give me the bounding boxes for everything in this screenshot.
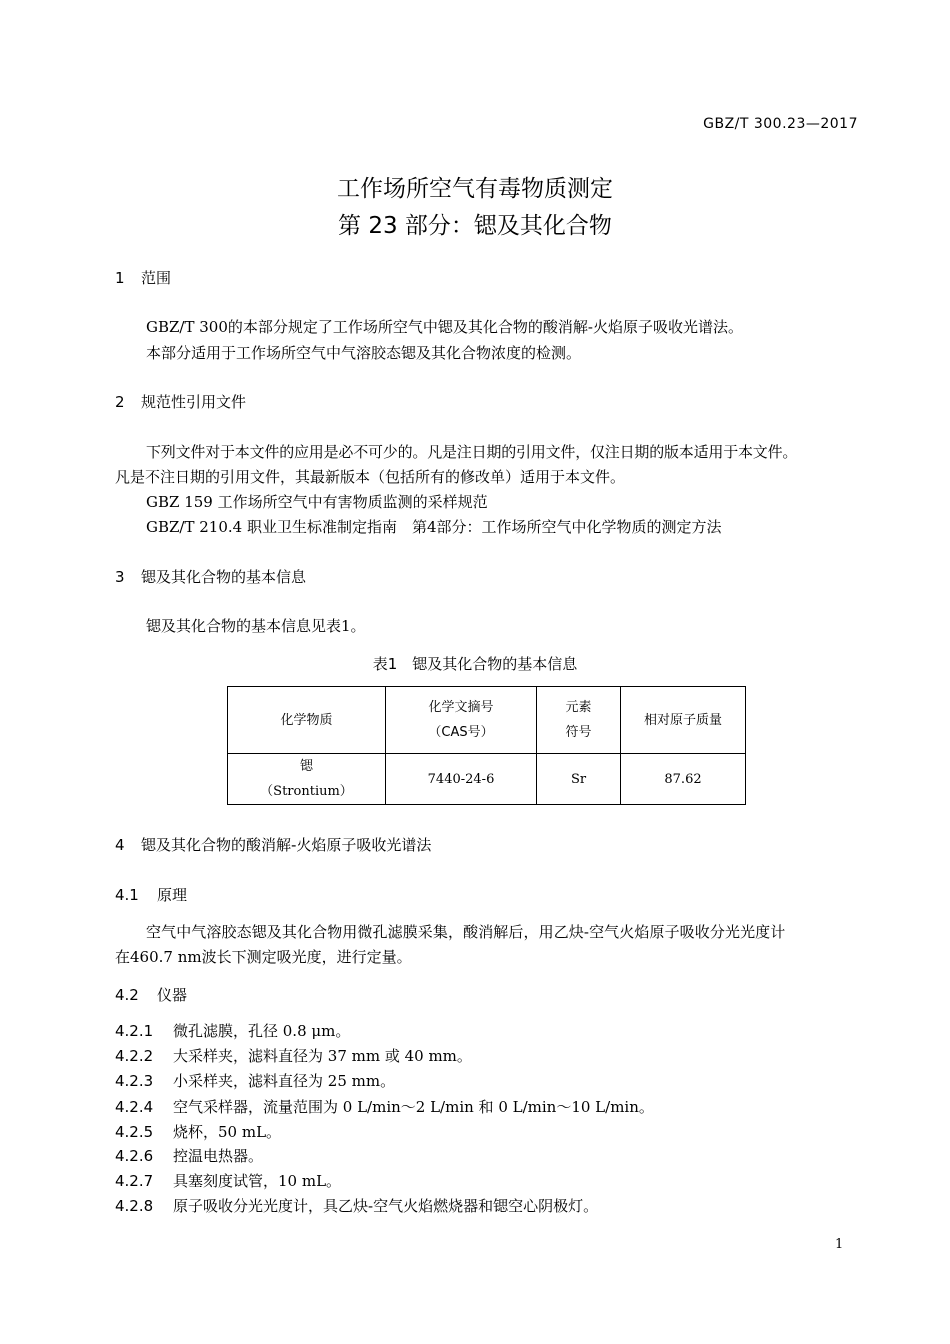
- list-item: 4.2.6 控温电热器。: [115, 1147, 264, 1165]
- list-item: 4.2.2 大采样夹，滤料直径为 37 mm 或 40 mm。: [115, 1047, 472, 1065]
- table-row: [228, 754, 746, 805]
- header-element-symbol: 元素 符号: [537, 687, 621, 754]
- section-3-heading: 3 锶及其化合物的基本信息: [115, 568, 307, 586]
- section-4-heading: 4 锶及其化合物的酸消解-火焰原子吸收光谱法: [115, 836, 432, 854]
- section-4-2-heading: 4.2 仪器: [115, 986, 188, 1004]
- list-item: 4.2.4 空气采样器，流量范围为 0 L/min～2 L/min 和 0 L/min～10 L/min。: [115, 1098, 654, 1116]
- header-cas-number: 化学文摘号 （CAS号）: [386, 687, 537, 754]
- cell-relative-atomic-mass: 87.62: [621, 754, 746, 805]
- normative-reference-2: GBZ/T 210.4 职业卫生标准制定指南 第4部分：工作场所空气中化学物质的测定方法: [146, 518, 722, 536]
- section-1-heading: 1 范围: [115, 269, 172, 287]
- cell-cas-number: 7440-24-6: [386, 754, 537, 805]
- section-2-heading: 2 规范性引用文件: [115, 393, 247, 411]
- header-substance: 化学物质: [228, 687, 386, 754]
- table-header-row: [228, 687, 746, 754]
- section-3-paragraph: 锶及其化合物的基本信息见表1。: [146, 617, 366, 635]
- section-2-paragraph-line-2: 凡是不注日期的引用文件，其最新版本（包括所有的修改单）适用于本文件。: [115, 468, 626, 486]
- cell-substance: 锶 （Strontium）: [228, 754, 386, 805]
- section-1-paragraph-1: GBZ/T 300的本部分规定了工作场所空气中锶及其化合物的酸消解-火焰原子吸收光谱法。: [146, 318, 743, 336]
- table-caption: 表1 锶及其化合物的基本信息: [372, 655, 578, 673]
- document-title: 工作场所空气有毒物质测定: [337, 176, 613, 202]
- section-4-1-heading: 4.1 原理: [115, 886, 188, 904]
- list-item: 4.2.3 小采样夹，滤料直径为 25 mm。: [115, 1072, 396, 1090]
- list-item: 4.2.7 具塞刻度试管，10 mL。: [115, 1172, 342, 1190]
- principle-paragraph-line-2: 在460.7 nm波长下测定吸光度，进行定量。: [115, 948, 412, 966]
- document-subtitle: 第 23 部分：锶及其化合物: [338, 213, 612, 239]
- cell-element-symbol: Sr: [537, 754, 621, 805]
- principle-paragraph-line-1: 空气中气溶胶态锶及其化合物用微孔滤膜采集，酸消解后，用乙炔-空气火焰原子吸收分光光度计: [146, 923, 786, 941]
- list-item: 4.2.8 原子吸收分光光度计，具乙炔-空气火焰燃烧器和锶空心阴极灯。: [115, 1197, 599, 1215]
- page-number: 1: [835, 1237, 844, 1252]
- list-item: 4.2.5 烧杯，50 mL。: [115, 1123, 282, 1141]
- section-1-paragraph-2: 本部分适用于工作场所空气中气溶胶态锶及其化合物浓度的检测。: [146, 344, 582, 362]
- header-relative-atomic-mass: 相对原子质量: [621, 687, 746, 754]
- section-2-paragraph-line-1: 下列文件对于本文件的应用是必不可少的。凡是注日期的引用文件，仅注日期的版本适用于本文件。: [146, 443, 798, 461]
- basic-info-table: [227, 686, 746, 805]
- standard-code: GBZ/T 300.23—2017: [703, 116, 858, 132]
- list-item: 4.2.1 微孔滤膜，孔径 0.8 μm。: [115, 1022, 351, 1040]
- normative-reference-1: GBZ 159 工作场所空气中有害物质监测的采样规范: [146, 493, 488, 511]
